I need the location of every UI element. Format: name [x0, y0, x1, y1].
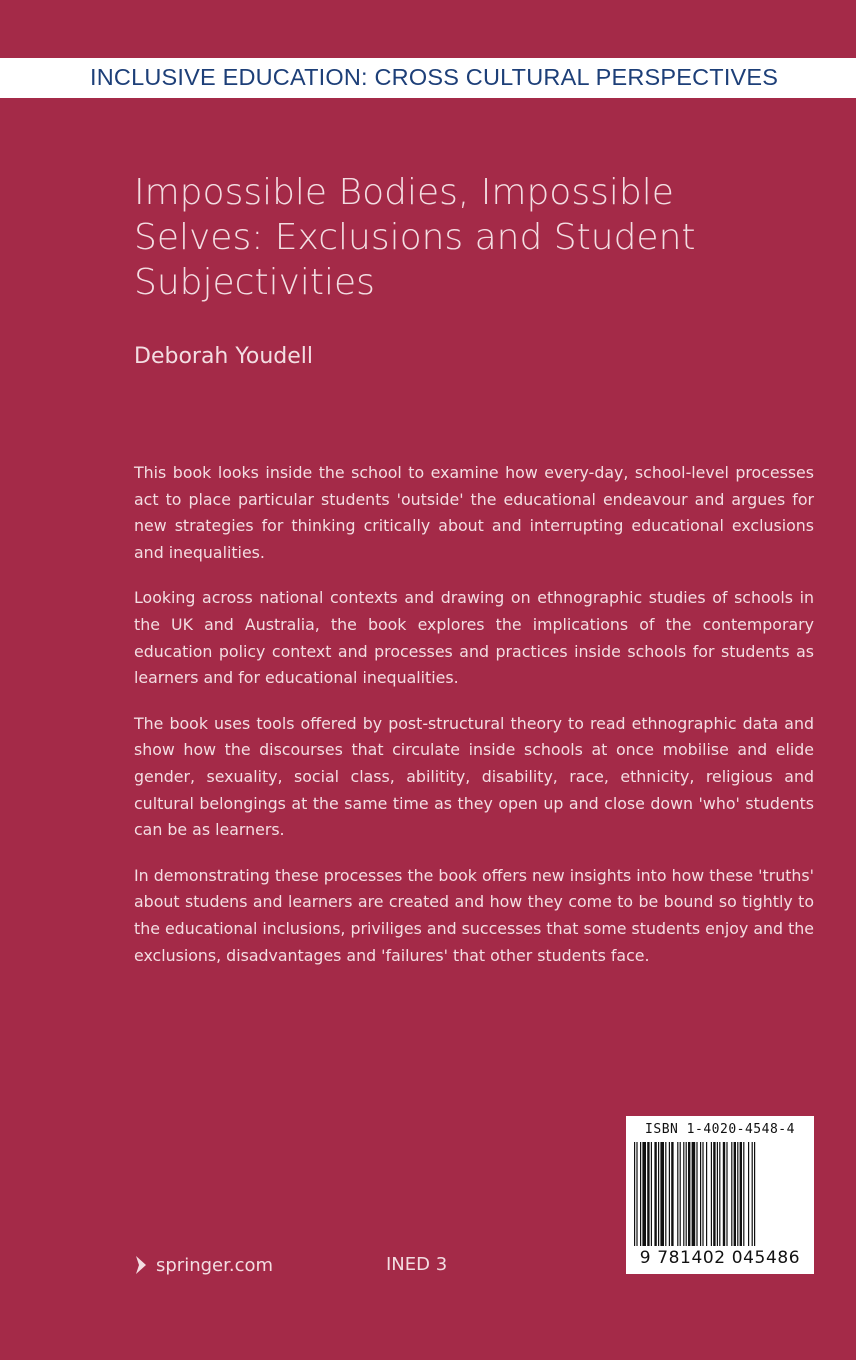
- series-code: INED 3: [386, 1254, 448, 1275]
- blurb-paragraph: The book uses tools offered by post-structural theory to read ethnographic data and show how the discourses that circulate inside schools at once mobilise and elide gender, sexuality, social class, abilitity, disability, race, ethnicity, religious and cultural belongings at the same time as they open up and close down 'who' students can be as learners.: [134, 713, 814, 840]
- blurb-paragraph: In demonstrating these processes the book offers new insights into how these 'truths' about studens and learners are created and how they come to be bound so tightly to the educational inclusions, priviliges and successes that some students enjoy and the exclusions, disadvantages and 'failures' that other students face.: [134, 865, 814, 965]
- publisher-website: springer.com: [156, 1254, 274, 1276]
- blurb-paragraph: Looking across national contexts and drawing on ethnographic studies of schools in the UK and Australia, the book explores the implications of the contemporary education policy context and processes and practices inside schools for students as learners and for educational inequalities.: [134, 588, 814, 688]
- back-cover-blurb: [134, 460, 814, 988]
- isbn-label: ISBN 1-4020-4548-4: [645, 1122, 795, 1137]
- blurb-paragraph: This book looks inside the school to examine how every-day, school-level processes act to place particular students 'outside' the educational endeavour and argues for new strategies for thinking critically about and interrupting educational exclusions and inequalities.: [134, 463, 814, 562]
- chevron-right-icon: [134, 1254, 148, 1276]
- ean-number: 9 781402 045486: [639, 1248, 801, 1268]
- publisher-link[interactable]: [134, 1254, 273, 1276]
- barcode-bars-icon: [634, 1142, 806, 1246]
- series-title: INCLUSIVE EDUCATION: CROSS CULTURAL PERSPECTIVES: [90, 64, 779, 90]
- book-title: Impossible Bodies, Impossible Selves: Exclusions and Student Subjectivities: [134, 172, 696, 303]
- book-author: Deborah Youdell: [134, 344, 314, 369]
- series-banner: [0, 58, 856, 98]
- isbn-barcode: [626, 1116, 814, 1274]
